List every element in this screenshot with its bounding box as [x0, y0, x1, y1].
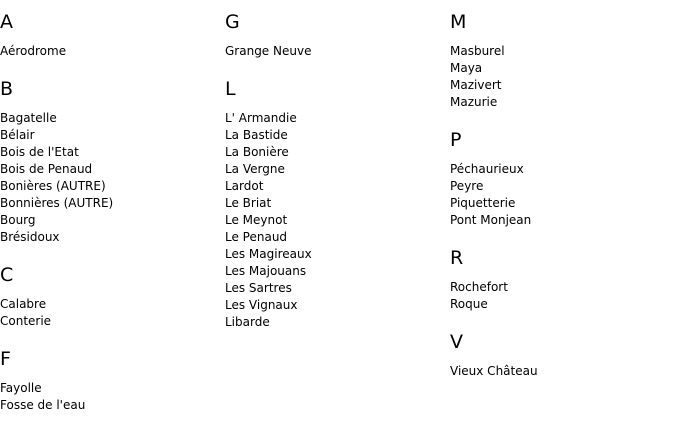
- place-link[interactable]: Bois de Penaud: [0, 162, 93, 176]
- place-link[interactable]: Libarde: [225, 315, 270, 329]
- place-link[interactable]: Fosse de l'eau: [0, 398, 86, 412]
- place-link[interactable]: Peyre: [450, 179, 484, 193]
- place-link[interactable]: Les Vignaux: [225, 298, 298, 312]
- place-link[interactable]: Fayolle: [0, 381, 42, 395]
- place-link[interactable]: Aérodrome: [0, 44, 67, 58]
- letter-heading: P: [450, 129, 462, 151]
- place-link[interactable]: Bélair: [0, 128, 35, 142]
- place-link[interactable]: Brésidoux: [0, 230, 60, 244]
- place-link[interactable]: Bourg: [0, 213, 36, 227]
- letter-group: [0, 348, 225, 414]
- letter-group: [0, 78, 225, 246]
- place-list: [450, 43, 675, 111]
- index-column: [450, 11, 675, 398]
- letter-heading: G: [225, 11, 240, 33]
- letter-heading: C: [0, 264, 14, 286]
- place-link[interactable]: Maya: [450, 61, 483, 75]
- place-list: [450, 161, 675, 229]
- place-link[interactable]: Mazivert: [450, 78, 502, 92]
- place-link[interactable]: Grange Neuve: [225, 44, 312, 58]
- place-link[interactable]: Bonières (AUTRE): [0, 179, 106, 193]
- letter-heading: R: [450, 247, 464, 269]
- place-list: [0, 296, 225, 330]
- place-list: [225, 43, 450, 60]
- place-list: [450, 279, 675, 313]
- place-link[interactable]: Roque: [450, 297, 488, 311]
- place-link[interactable]: Rochefort: [450, 280, 508, 294]
- place-link[interactable]: Mazurie: [450, 95, 498, 109]
- place-link[interactable]: Le Meynot: [225, 213, 288, 227]
- letter-group: [225, 78, 450, 331]
- place-link[interactable]: Les Majouans: [225, 264, 307, 278]
- letter-heading: B: [0, 78, 14, 100]
- place-link[interactable]: Lardot: [225, 179, 264, 193]
- place-link[interactable]: Conterie: [0, 314, 52, 328]
- place-link[interactable]: Bagatelle: [0, 111, 57, 125]
- place-link[interactable]: Bonnières (AUTRE): [0, 196, 114, 210]
- letter-heading: A: [0, 11, 13, 33]
- index-column: [225, 11, 450, 349]
- place-link[interactable]: Calabre: [0, 297, 47, 311]
- letter-group: [450, 331, 675, 380]
- place-list: [225, 110, 450, 331]
- place-link[interactable]: La Bonière: [225, 145, 289, 159]
- place-link[interactable]: La Bastide: [225, 128, 288, 142]
- place-link[interactable]: Les Sartres: [225, 281, 292, 295]
- letter-heading: M: [450, 11, 467, 33]
- letter-heading: L: [225, 78, 236, 100]
- place-list: [0, 110, 225, 246]
- place-link[interactable]: Le Penaud: [225, 230, 288, 244]
- letter-group: [225, 11, 450, 60]
- place-link[interactable]: Les Magireaux: [225, 247, 312, 261]
- place-link[interactable]: Bois de l'Etat: [0, 145, 79, 159]
- letter-group: [450, 129, 675, 229]
- letter-group: [450, 11, 675, 111]
- letter-group: [0, 11, 225, 60]
- place-link[interactable]: Masburel: [450, 44, 505, 58]
- letter-group: [0, 264, 225, 330]
- letter-group: [450, 247, 675, 313]
- letter-heading: V: [450, 331, 463, 353]
- place-link[interactable]: Pont Monjean: [450, 213, 532, 227]
- place-link[interactable]: Vieux Château: [450, 364, 538, 378]
- place-list: [450, 363, 675, 380]
- letter-heading: F: [0, 348, 11, 370]
- place-link[interactable]: Le Briat: [225, 196, 272, 210]
- place-list: [0, 43, 225, 60]
- place-link[interactable]: Péchaurieux: [450, 162, 524, 176]
- place-link[interactable]: L' Armandie: [225, 111, 297, 125]
- place-link[interactable]: Piquetterie: [450, 196, 516, 210]
- place-list: [0, 380, 225, 414]
- index-column: [0, 11, 225, 432]
- place-link[interactable]: La Vergne: [225, 162, 285, 176]
